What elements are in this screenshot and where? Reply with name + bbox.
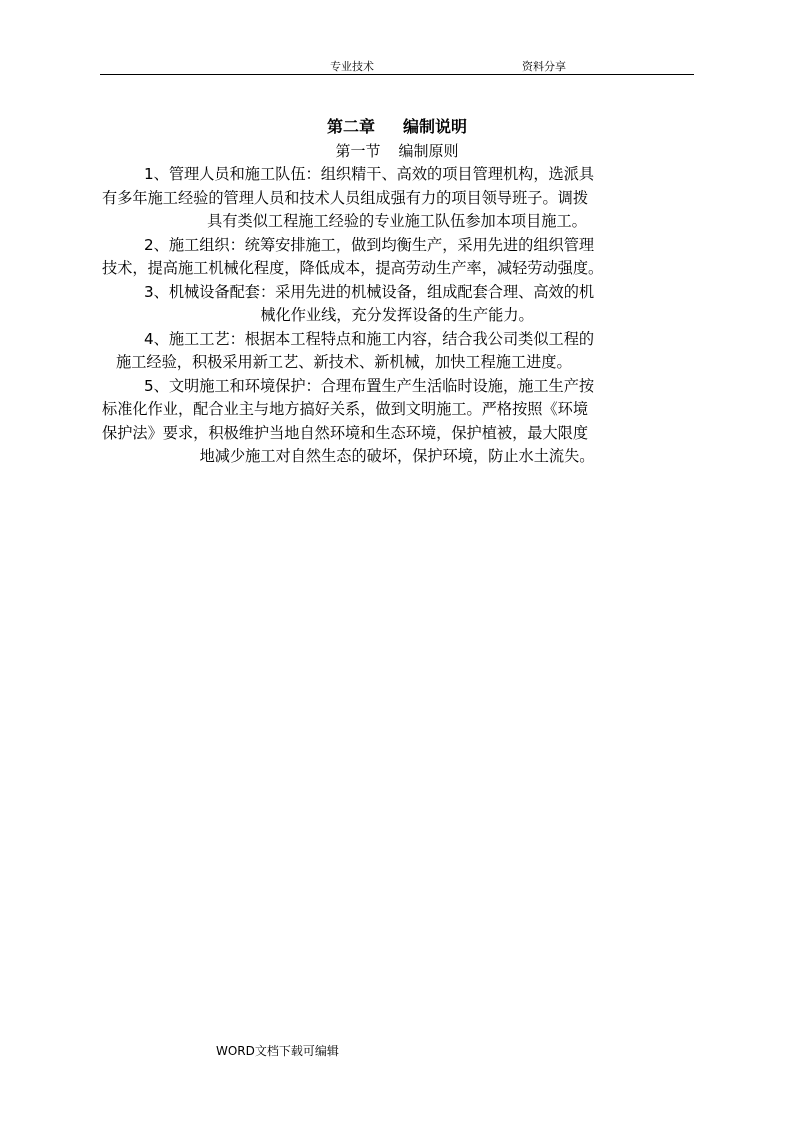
paragraph-line: 2、施工组织：统筹安排施工，做到均衡生产，采用先进的组织管理 (144, 235, 595, 254)
section-number: 第一节 (335, 142, 381, 160)
page-header (100, 54, 694, 75)
paragraph-line: 标准化作业，配合业主与地方搞好关系，做到文明施工。严格按照《环境 (102, 400, 588, 418)
chapter-title (0, 114, 794, 137)
body-text (102, 163, 692, 469)
chapter-number: 第二章 (326, 117, 375, 136)
paragraph-line: 3、机械设备配套：采用先进的机械设备，组成配套合理、高效的机 (144, 282, 595, 301)
paragraph-line: 械化作业线，充分发挥设备的生产能力。 (260, 306, 534, 324)
paragraph-line: 技术，提高施工机械化程度，降低成本，提高劳动生产率，减轻劳动强度。 (102, 259, 604, 277)
header-right-text: 资料分享 (522, 60, 566, 73)
paragraph-line: 具有类似工程施工经验的专业施工队伍参加本项目施工。 (207, 212, 587, 230)
paragraph-line: 有多年施工经验的管理人员和技术人员组成强有力的项目领导班子。调拨 (102, 188, 588, 207)
chapter-name: 编制说明 (403, 117, 468, 136)
section-title (0, 140, 794, 161)
paragraph-line: 保护法》要求，积极维护当地自然环境和生态环境，保护植被，最大限度 (102, 423, 588, 442)
paragraph-line: 5、文明施工和环境保护：合理布置生产生活临时设施，施工生产按 (144, 376, 595, 395)
paragraph-line: 施工经验，积极采用新工艺、新技术、新机械，加快工程施工进度。 (116, 353, 572, 371)
header-left-text: 专业技术 (330, 60, 374, 73)
paragraph-line: 4、施工工艺：根据本工程特点和施工内容，结合我公司类似工程的 (144, 329, 595, 348)
paragraph-line: 1、管理人员和施工队伍：组织精干、高效的项目管理机构，选派具 (144, 165, 595, 183)
section-name: 编制原则 (398, 142, 459, 160)
page-footer: WORD文档下载可编辑 (216, 1044, 339, 1058)
paragraph-line: 地减少施工对自然生态的破坏，保护环境，防止水土流失。 (199, 447, 595, 465)
